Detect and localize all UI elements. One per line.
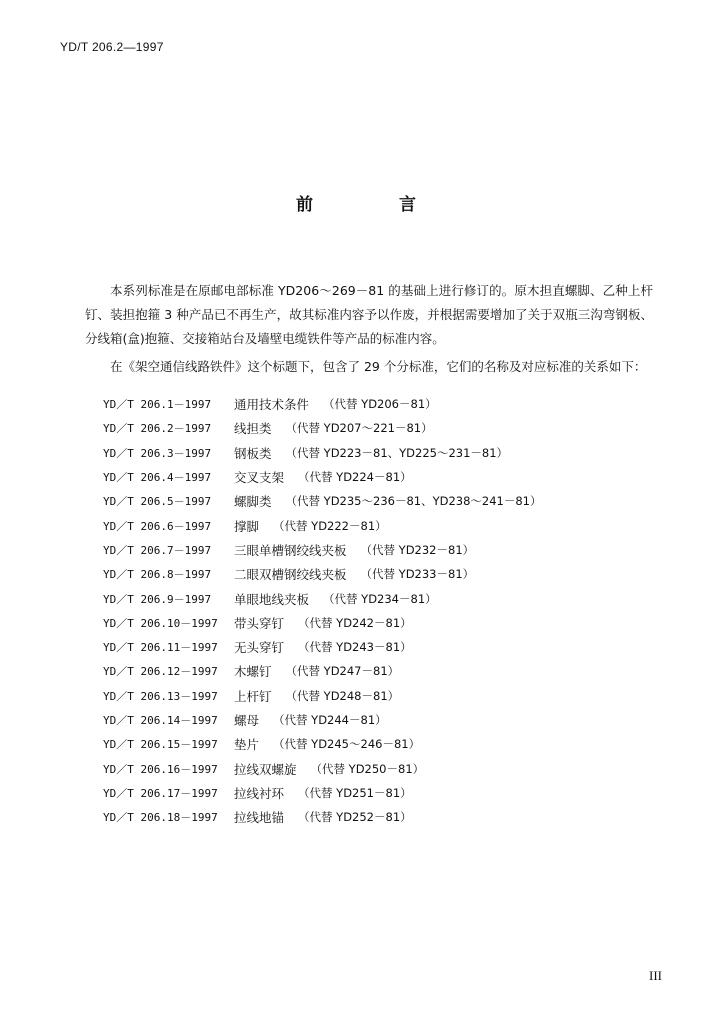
standard-replaces: （代替 YD243－81） <box>298 640 412 655</box>
standard-code: YD／T 206.17－1997 <box>103 786 218 800</box>
standard-code: YD／T 206.18－1997 <box>103 811 218 825</box>
standard-name: 螺脚类 <box>234 494 272 510</box>
standard-code: YD／T 206.16－1997 <box>103 762 218 776</box>
standard-code: YD／T 206.2－1997 <box>103 422 212 436</box>
standard-name: 螺母 <box>234 713 260 728</box>
standard-replaces: （代替 YD207～221－81） <box>285 421 433 436</box>
standard-item <box>103 586 542 610</box>
standard-name: 拉线双螺旋 <box>234 761 297 777</box>
standards-list <box>103 392 542 829</box>
standard-item <box>103 416 542 440</box>
standard-code: YD／T 206.13－1997 <box>103 689 218 703</box>
standard-item <box>103 708 542 732</box>
standard-code: YD／T 206.8－1997 <box>103 568 212 582</box>
title-char-2: 言 <box>399 195 416 215</box>
intro-paragraph: 本系列标准是在原邮电部标准 YD206～269－81 的基础上进行修订的。原木担直螺脚、乙种上杆钉、装担抱箍 3 种产品已不再生产，故其标准内容予以作废，并根据需要增加了关于双瓶三沟弯钢板、分线箱(盒)抱箍、交接箱站台及墙壁电缆铁件等产品的标准内容。 <box>85 282 653 346</box>
standard-replaces: （代替 YD244－81） <box>273 713 387 727</box>
standard-name: 带头穿钉 <box>234 615 285 631</box>
standard-item <box>103 465 542 489</box>
standard-name: 三眼单槽钢绞线夹板 <box>234 542 347 558</box>
standard-item <box>103 562 542 586</box>
standard-code: YD／T 206.14－1997 <box>103 714 218 727</box>
page-title <box>296 190 416 215</box>
standard-code: YD／T 206.15－1997 <box>103 738 218 752</box>
standard-name: 无头穿钉 <box>234 640 285 656</box>
standard-item <box>103 732 542 756</box>
standard-item <box>103 513 542 537</box>
standard-name: 二眼双槽钢绞线夹板 <box>234 567 347 583</box>
standard-item <box>103 538 542 562</box>
standard-item <box>103 805 542 829</box>
standard-replaces: （代替 YD248－81） <box>285 688 400 703</box>
standard-name: 单眼地线夹板 <box>234 591 310 607</box>
standard-code: YD／T 206.12－1997 <box>103 665 218 679</box>
standard-replaces: （代替 YD224－81） <box>298 470 412 485</box>
standard-item <box>103 392 542 416</box>
standard-code: YD／T 206.1－1997 <box>103 398 212 412</box>
standard-replaces: （代替 YD232－81） <box>360 542 475 557</box>
standard-code: YD／T 206.4－1997 <box>103 471 212 485</box>
standard-replaces: （代替 YD223－81、YD225～231－81） <box>285 445 509 460</box>
standard-name: 撑脚 <box>234 518 260 534</box>
standard-code: YD／T 206.9－1997 <box>103 592 212 606</box>
standard-name: 钢板类 <box>234 445 272 461</box>
scope-paragraph: 在《架空通信线路铁件》这个标题下，包含了 29 个分标准，它们的名称及对应标准的关系如下： <box>110 358 647 374</box>
standard-name: 交叉支架 <box>234 470 285 486</box>
document-code: YD/T 206.2—1997 <box>60 40 164 54</box>
standard-item <box>103 684 542 708</box>
standard-name: 拉线衬环 <box>234 785 285 801</box>
standard-item <box>103 489 542 513</box>
standard-replaces: （代替 YD235～236－81、YD238～241－81） <box>285 494 542 509</box>
title-char-1: 前 <box>296 195 313 215</box>
standard-name: 通用技术条件 <box>234 397 310 413</box>
standard-name: 垫片 <box>234 737 260 753</box>
standard-code: YD／T 206.11－1997 <box>103 641 218 655</box>
standard-name: 木螺钉 <box>234 664 272 680</box>
standard-replaces: （代替 YD247－81） <box>285 664 400 679</box>
standard-item <box>103 611 542 635</box>
standard-replaces: （代替 YD242－81） <box>298 615 412 630</box>
standard-replaces: （代替 YD222－81） <box>273 518 387 533</box>
standard-replaces: （代替 YD250－81） <box>310 761 425 776</box>
standard-code: YD／T 206.10－1997 <box>103 616 218 630</box>
standard-item <box>103 441 542 465</box>
standard-item <box>103 635 542 659</box>
standard-code: YD／T 206.7－1997 <box>103 543 212 557</box>
standard-replaces: （代替 YD252－81） <box>298 810 412 825</box>
page-number: III <box>649 968 662 983</box>
standard-name: 上杆钉 <box>234 688 272 704</box>
standard-code: YD／T 206.3－1997 <box>103 446 212 460</box>
standard-replaces: （代替 YD245～246－81） <box>273 737 421 752</box>
standard-code: YD／T 206.5－1997 <box>103 495 212 509</box>
standard-item <box>103 756 542 780</box>
standard-item <box>103 781 542 805</box>
standard-name: 线担类 <box>234 421 272 437</box>
standard-replaces: （代替 YD233－81） <box>360 567 475 582</box>
standard-replaces: （代替 YD251－81） <box>298 785 412 800</box>
standard-code: YD／T 206.6－1997 <box>103 519 212 533</box>
standard-name: 拉线地锚 <box>234 810 285 826</box>
standard-replaces: （代替 YD234－81） <box>323 591 437 606</box>
standard-item <box>103 659 542 683</box>
standard-replaces: （代替 YD206－81） <box>323 397 437 412</box>
